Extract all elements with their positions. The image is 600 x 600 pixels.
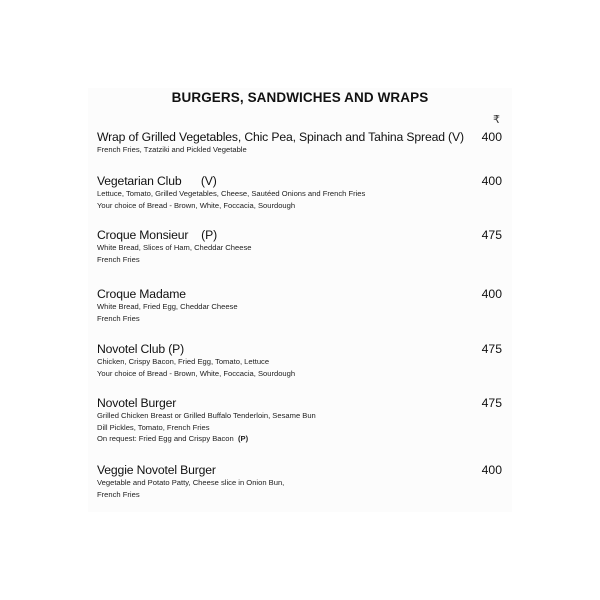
item-name: Croque Monsieur (P) xyxy=(97,228,217,242)
item-price: 475 xyxy=(481,228,502,242)
item-name: Novotel Burger xyxy=(97,396,177,410)
item-name: Wrap of Grilled Vegetables, Chic Pea, Spinach and Tahina Spread (V) xyxy=(97,130,464,144)
item-name: Vegetarian Club (V) xyxy=(97,174,217,188)
menu-item-croque-madame xyxy=(97,287,507,324)
menu-page xyxy=(88,88,512,512)
item-description: White Bread, Fried Egg, Cheddar Cheese xyxy=(97,302,238,311)
menu-item-novotel-burger xyxy=(97,396,507,445)
menu-item-grilled-veg-wrap xyxy=(97,130,507,156)
menu-item-novotel-club xyxy=(97,342,507,379)
item-description: French Fries xyxy=(97,313,140,323)
menu-item-vegetarian-club xyxy=(97,174,507,211)
item-description: French Fries xyxy=(97,254,140,264)
item-description: Lettuce, Tomato, Grilled Vegetables, Cheese, Sautéed Onions and French Fries xyxy=(97,189,366,198)
item-description: French Fries, Tzatziki and Pickled Vegetable xyxy=(97,145,247,154)
item-description: Grilled Chicken Breast or Grilled Buffalo Tenderloin, Sesame Bun xyxy=(97,411,316,420)
item-name: Novotel Club (P) xyxy=(97,342,185,356)
currency-symbol: ₹ xyxy=(493,114,500,126)
item-price: 475 xyxy=(481,396,502,410)
item-price: 400 xyxy=(481,287,502,301)
item-description: Chicken, Crispy Bacon, Fried Egg, Tomato, Lettuce xyxy=(97,357,270,366)
item-description: Vegetable and Potato Patty, Cheese slice in Onion Bun, xyxy=(97,478,285,487)
item-name: Veggie Novotel Burger xyxy=(97,463,216,477)
item-price: 400 xyxy=(481,463,502,477)
item-price: 400 xyxy=(481,174,502,188)
item-price: 400 xyxy=(481,130,502,144)
item-name: Croque Madame xyxy=(97,287,186,301)
menu-heading: BURGERS, SANDWICHES AND WRAPS xyxy=(171,90,429,105)
item-description: Your choice of Bread - Brown, White, Foccacia, Sourdough xyxy=(97,200,296,210)
item-description xyxy=(97,433,507,445)
menu-item-veggie-novotel-burger xyxy=(97,463,507,500)
item-description: White Bread, Slices of Ham, Cheddar Cheese xyxy=(97,243,252,252)
item-description: Dill Pickles, Tomato, French Fries xyxy=(97,422,210,432)
item-description: Your choice of Bread - Brown, White, Foccacia, Sourdough xyxy=(97,368,296,378)
item-description: French Fries xyxy=(97,489,140,499)
item-price: 475 xyxy=(481,342,502,356)
pork-tag: (P) xyxy=(238,434,249,443)
menu-item-croque-monsieur xyxy=(97,228,507,265)
item-description-text: On request: Fried Egg and Crispy Bacon xyxy=(97,434,234,443)
